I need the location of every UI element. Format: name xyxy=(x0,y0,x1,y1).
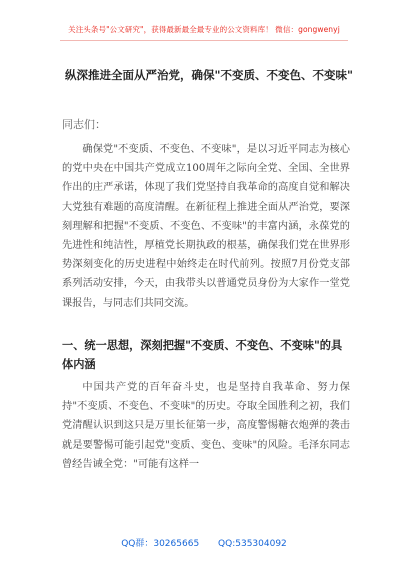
document-title: 纵深推进全面从严治党，确保"不变质、不变色、不变味" xyxy=(65,68,353,82)
header-divider xyxy=(60,40,348,41)
contact-footer xyxy=(0,536,408,549)
qq-group-link[interactable]: QQ群：30265665 xyxy=(121,539,200,549)
qq-contact-link[interactable]: QQ:535304092 xyxy=(218,539,287,549)
section-heading-1: 一、统一思想，深刻把握"不变质、不变色、不变味"的具体内涵 xyxy=(62,339,343,371)
body-paragraph-section1: 中国共产党的百年奋斗史，也是坚持自我革命、努力保持"不变质、不变色、不变味"的历史。夺取全国胜利之初，我们党清醒认识到这只是万里长征第一步，高度警惕糖衣炮弹的袭击就是要警惕可能引起党"变质、变色、变味"的风险。毛泽东同志曾经告诫全党："可能有这样一 xyxy=(62,382,350,470)
salutation: 同志们： xyxy=(62,118,106,131)
body-paragraph-intro: 确保党"不变质、不变色、不变味"，是以习近平同志为核心的党中央在中国共产党成立100周年之际向全党、全国、全世界作出的庄严承诺，体现了我们党坚持自我革命的高度自觉和解决大党独有难题的高度清醒。在新征程上推进全面从严治党，要深刻理解和把握"不变质、不变色、不变味"的丰富内涵，永葆党的先进性和纯洁性，厚植党长期执政的根基，确保我们党在世界形势深刻变化的历史进程中始终走在时代前列。按照7月份党支部系列活动安排，今天，由我带头以普通党员身份为大家作一堂党课报告，与同志们共同交流。 xyxy=(62,144,350,309)
promo-banner: 关注头条号"公文研究"，获得最新最全最专业的公文资料库！ 微信：gongwenyj xyxy=(68,25,340,34)
